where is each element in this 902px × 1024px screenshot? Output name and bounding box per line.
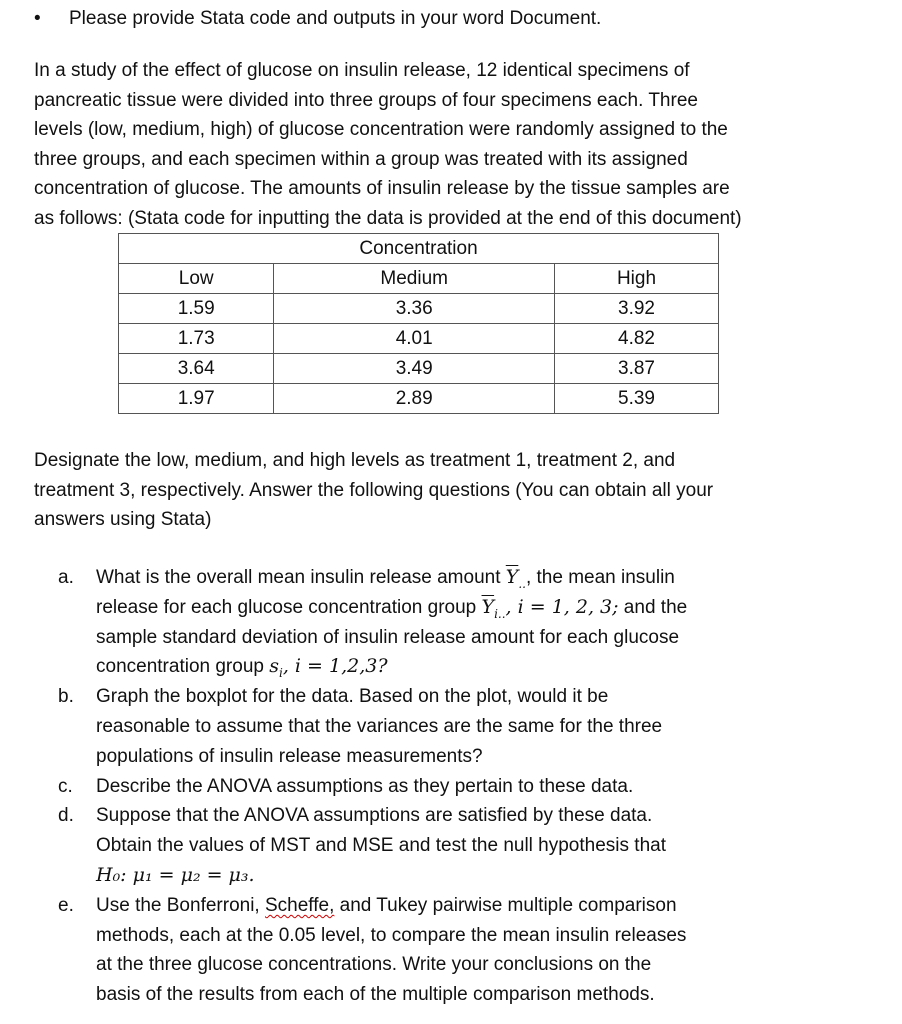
question-d	[58, 801, 687, 890]
question-text: , the mean insulin	[525, 567, 675, 588]
bullet-icon: •	[34, 8, 41, 29]
question-text: reasonable to assume that the variances are the same for the three	[96, 715, 663, 737]
overall-mean-symbol: $\overline{Y}$	[505, 566, 519, 588]
question-text: Graph the boxplot for the data. Based on the plot, would it be	[96, 686, 609, 708]
sd-subscript: i	[279, 666, 283, 681]
overall-mean-subscript: ..	[518, 576, 526, 591]
null-hypothesis: H₀: μ₁ = μ₂ = μ₃.	[96, 863, 255, 886]
table-cell: 2.89	[274, 384, 555, 414]
question-b	[58, 682, 687, 771]
intro-line: levels (low, medium, high) of glucose concentration were randomly assigned to the	[34, 119, 728, 140]
question-text: and Tukey pairwise multiple comparison	[334, 894, 677, 916]
intro-line: In a study of the effect of glucose on insulin release, 12 identical specimens of	[34, 60, 690, 81]
table-cell: 3.49	[274, 354, 555, 384]
table-row	[119, 354, 719, 384]
header-medium: Medium	[274, 264, 555, 294]
question-text: at the three glucose concentrations. Write your conclusions on the	[96, 954, 652, 976]
question-text: concentration group	[96, 656, 270, 678]
table-cell: 4.82	[555, 324, 719, 354]
table-cell: 3.64	[119, 354, 274, 384]
designate-line: treatment 3, respectively. Answer the following questions (You can obtain all your	[34, 479, 714, 501]
table-cell: 3.36	[274, 294, 555, 324]
table-cell: 1.59	[119, 294, 274, 324]
table-row	[119, 294, 719, 324]
table-cell: 3.87	[555, 354, 719, 384]
question-label: b.	[58, 686, 74, 708]
question-label: a.	[58, 567, 74, 588]
designate-line: Designate the low, medium, and high levels as treatment 1, treatment 2, and	[34, 450, 676, 471]
designate-line: answers using Stata)	[34, 509, 212, 530]
table-cell: 1.73	[119, 324, 274, 354]
question-label: e.	[58, 894, 74, 916]
question-c	[58, 772, 687, 802]
question-text: methods, each at the 0.05 level, to compare the mean insulin releases	[96, 924, 687, 946]
intro-paragraph	[34, 56, 742, 233]
insulin-data-table	[118, 233, 719, 414]
question-text: Suppose that the ANOVA assumptions are satisfied by these data.	[96, 805, 653, 827]
question-text: Describe the ANOVA assumptions as they pertain to these data.	[96, 775, 634, 797]
intro-line: as follows: (Stata code for inputting the data is provided at the end of this document)	[34, 207, 742, 229]
table-cell: 1.97	[119, 384, 274, 414]
group-mean-symbol: $\overline{Y}$	[481, 595, 495, 618]
question-list	[58, 563, 687, 1010]
table-row	[119, 324, 719, 354]
question-text: basis of the results from each of the multiple comparison methods.	[96, 984, 655, 1006]
question-text: Obtain the values of MST and MSE and test the null hypothesis that	[96, 835, 666, 857]
question-e	[58, 891, 687, 1010]
question-a	[58, 563, 687, 682]
table-cell: 3.92	[555, 294, 719, 324]
designate-paragraph	[34, 446, 713, 535]
sd-symbol: s	[269, 655, 279, 678]
question-text: sample standard deviation of insulin release amount for each glucose	[96, 626, 680, 648]
question-text: Use the Bonferroni,	[96, 894, 265, 916]
question-label: c.	[58, 775, 73, 797]
intro-line: three groups, and each specimen within a group was treated with its assigned	[34, 148, 688, 170]
header-low: Low	[119, 264, 274, 294]
question-label: d.	[58, 805, 74, 827]
question-text: and the	[618, 596, 688, 618]
group-mean-subscript: i..	[494, 606, 506, 621]
question-text: populations of insulin release measurements?	[96, 745, 483, 767]
intro-line: pancreatic tissue were divided into three groups of four specimens each. Three	[34, 89, 698, 111]
question-text: What is the overall mean insulin release amount	[96, 567, 506, 588]
group-index-math: , i = 1, 2, 3;	[505, 595, 619, 618]
bullet-text: Please provide Stata code and outputs in your word Document.	[69, 8, 602, 29]
intro-line: concentration of glucose. The amounts of insulin release by the tissue samples are	[34, 178, 730, 199]
table-row	[119, 384, 719, 414]
sd-index-math: , i = 1,2,3?	[282, 655, 388, 678]
header-high: High	[555, 264, 719, 294]
table-cell: 4.01	[274, 324, 555, 354]
question-text: release for each glucose concentration group	[96, 596, 482, 618]
table-header-row	[119, 264, 719, 294]
table-title: Concentration	[119, 234, 719, 264]
spellcheck-word: Scheffe,	[264, 894, 335, 916]
table-cell: 5.39	[555, 384, 719, 414]
